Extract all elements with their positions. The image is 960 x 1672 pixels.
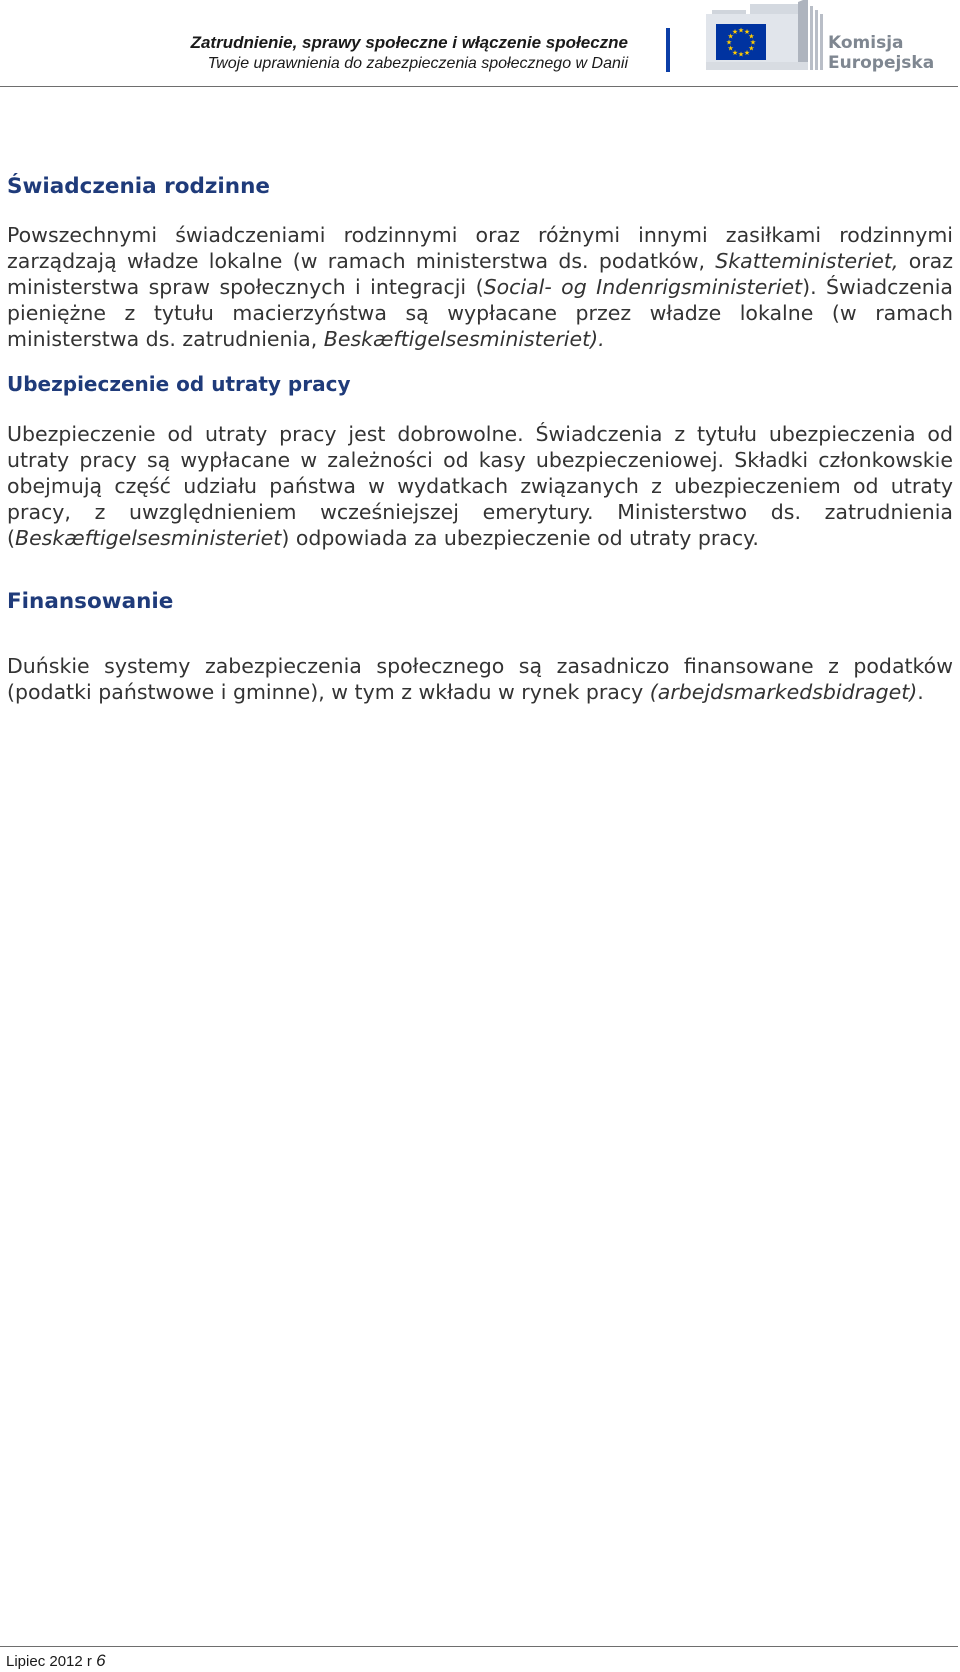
footer-rule bbox=[0, 1646, 958, 1647]
page-footer bbox=[6, 1651, 106, 1671]
text-run: oraz ministerstwa spraw społecznych i integracji ( bbox=[7, 249, 953, 299]
ministry-name: Skatteministeriet, bbox=[715, 249, 899, 273]
text-run: Duńskie systemy zabezpieczenia społecznego są zasadniczo finansowane z podatków (podatki państwowe i gminne), w tym z wkładu w rynek pracy bbox=[7, 654, 953, 704]
document-body bbox=[7, 174, 953, 705]
eu-star-icon: ★ bbox=[727, 32, 734, 41]
ministry-name: Beskæftigelsesministeriet bbox=[15, 526, 282, 550]
header-subtitle: Twoje uprawnienia do zabezpieczenia społecznego w Danii bbox=[207, 55, 628, 72]
eu-star-icon: ★ bbox=[731, 48, 739, 57]
paragraph-family-benefits bbox=[7, 222, 953, 352]
eu-star-icon: ★ bbox=[737, 26, 745, 35]
eu-star-icon: ★ bbox=[743, 28, 751, 37]
paragraph-unemployment bbox=[7, 421, 953, 551]
ministry-name: Beskæftigelsesministeriet). bbox=[323, 327, 605, 351]
page-number: 6 bbox=[96, 1651, 106, 1670]
footer-date: Lipiec 2012 r bbox=[6, 1653, 92, 1670]
text-run: Powszechnymi świadczeniami rodzinnymi oraz różnymi innymi zasiłkami rodzinnymi zarządzają władze lokalne (w ramach ministerstwa ds. podatków, bbox=[7, 223, 953, 273]
eu-star-icon: ★ bbox=[725, 38, 733, 47]
section-heading-unemployment: Ubezpieczenie od utraty pracy bbox=[7, 372, 351, 396]
eu-star-icon: ★ bbox=[743, 48, 751, 57]
eu-star-icon: ★ bbox=[748, 44, 755, 53]
section-heading-financing: Finansowanie bbox=[7, 589, 174, 614]
section-heading-family-benefits: Świadczenia rodzinne bbox=[7, 174, 270, 199]
eu-star-icon: ★ bbox=[727, 44, 734, 53]
header-divider bbox=[666, 28, 670, 72]
logo-stripes bbox=[810, 6, 823, 70]
text-run: ). Świadczenia pieniężne z tytułu macierzyństwa są wypłacane przez władze lokalne (w ramach ministerstwa ds. zatrudnienia, bbox=[7, 275, 953, 351]
eu-star-icon: ★ bbox=[748, 32, 755, 41]
european-commission-logo bbox=[706, 0, 960, 80]
eu-star-icon: ★ bbox=[731, 28, 739, 37]
text-run: Ubezpieczenie od utraty pracy jest dobrowolne. Świadczenia z tytułu ubezpieczenia od utraty pracy są wypłacane w zależności od kasy ubezpieczeniowej. Składki członkowskie obejmują część udziału państwa w wydatkach związanych z ubezpieczeniem od utraty pracy, z uwzględnieniem wcześniejszej emerytury. Ministerstwo ds. zatrudnienia ( bbox=[7, 422, 953, 550]
ministry-name: Social- og Indenrigsministeriet bbox=[483, 275, 803, 299]
eu-flag-icon bbox=[716, 24, 766, 60]
contribution-name: (arbejdsmarkedsbidraget) bbox=[649, 680, 918, 704]
text-run: ) odpowiada za ubezpieczenie od utraty pracy. bbox=[281, 526, 759, 550]
header-title: Zatrudnienie, sprawy społeczne i włączenie społeczne bbox=[190, 33, 628, 52]
page-header bbox=[0, 0, 960, 90]
header-text-block bbox=[191, 32, 628, 74]
paragraph-financing bbox=[7, 653, 953, 705]
header-rule bbox=[0, 86, 958, 87]
text-run: . bbox=[917, 680, 924, 704]
eu-star-icon: ★ bbox=[737, 50, 745, 59]
logo-line-2: Europejska bbox=[828, 53, 935, 73]
eu-star-icon: ★ bbox=[749, 38, 757, 47]
logo-line-1: Komisja bbox=[828, 33, 904, 53]
